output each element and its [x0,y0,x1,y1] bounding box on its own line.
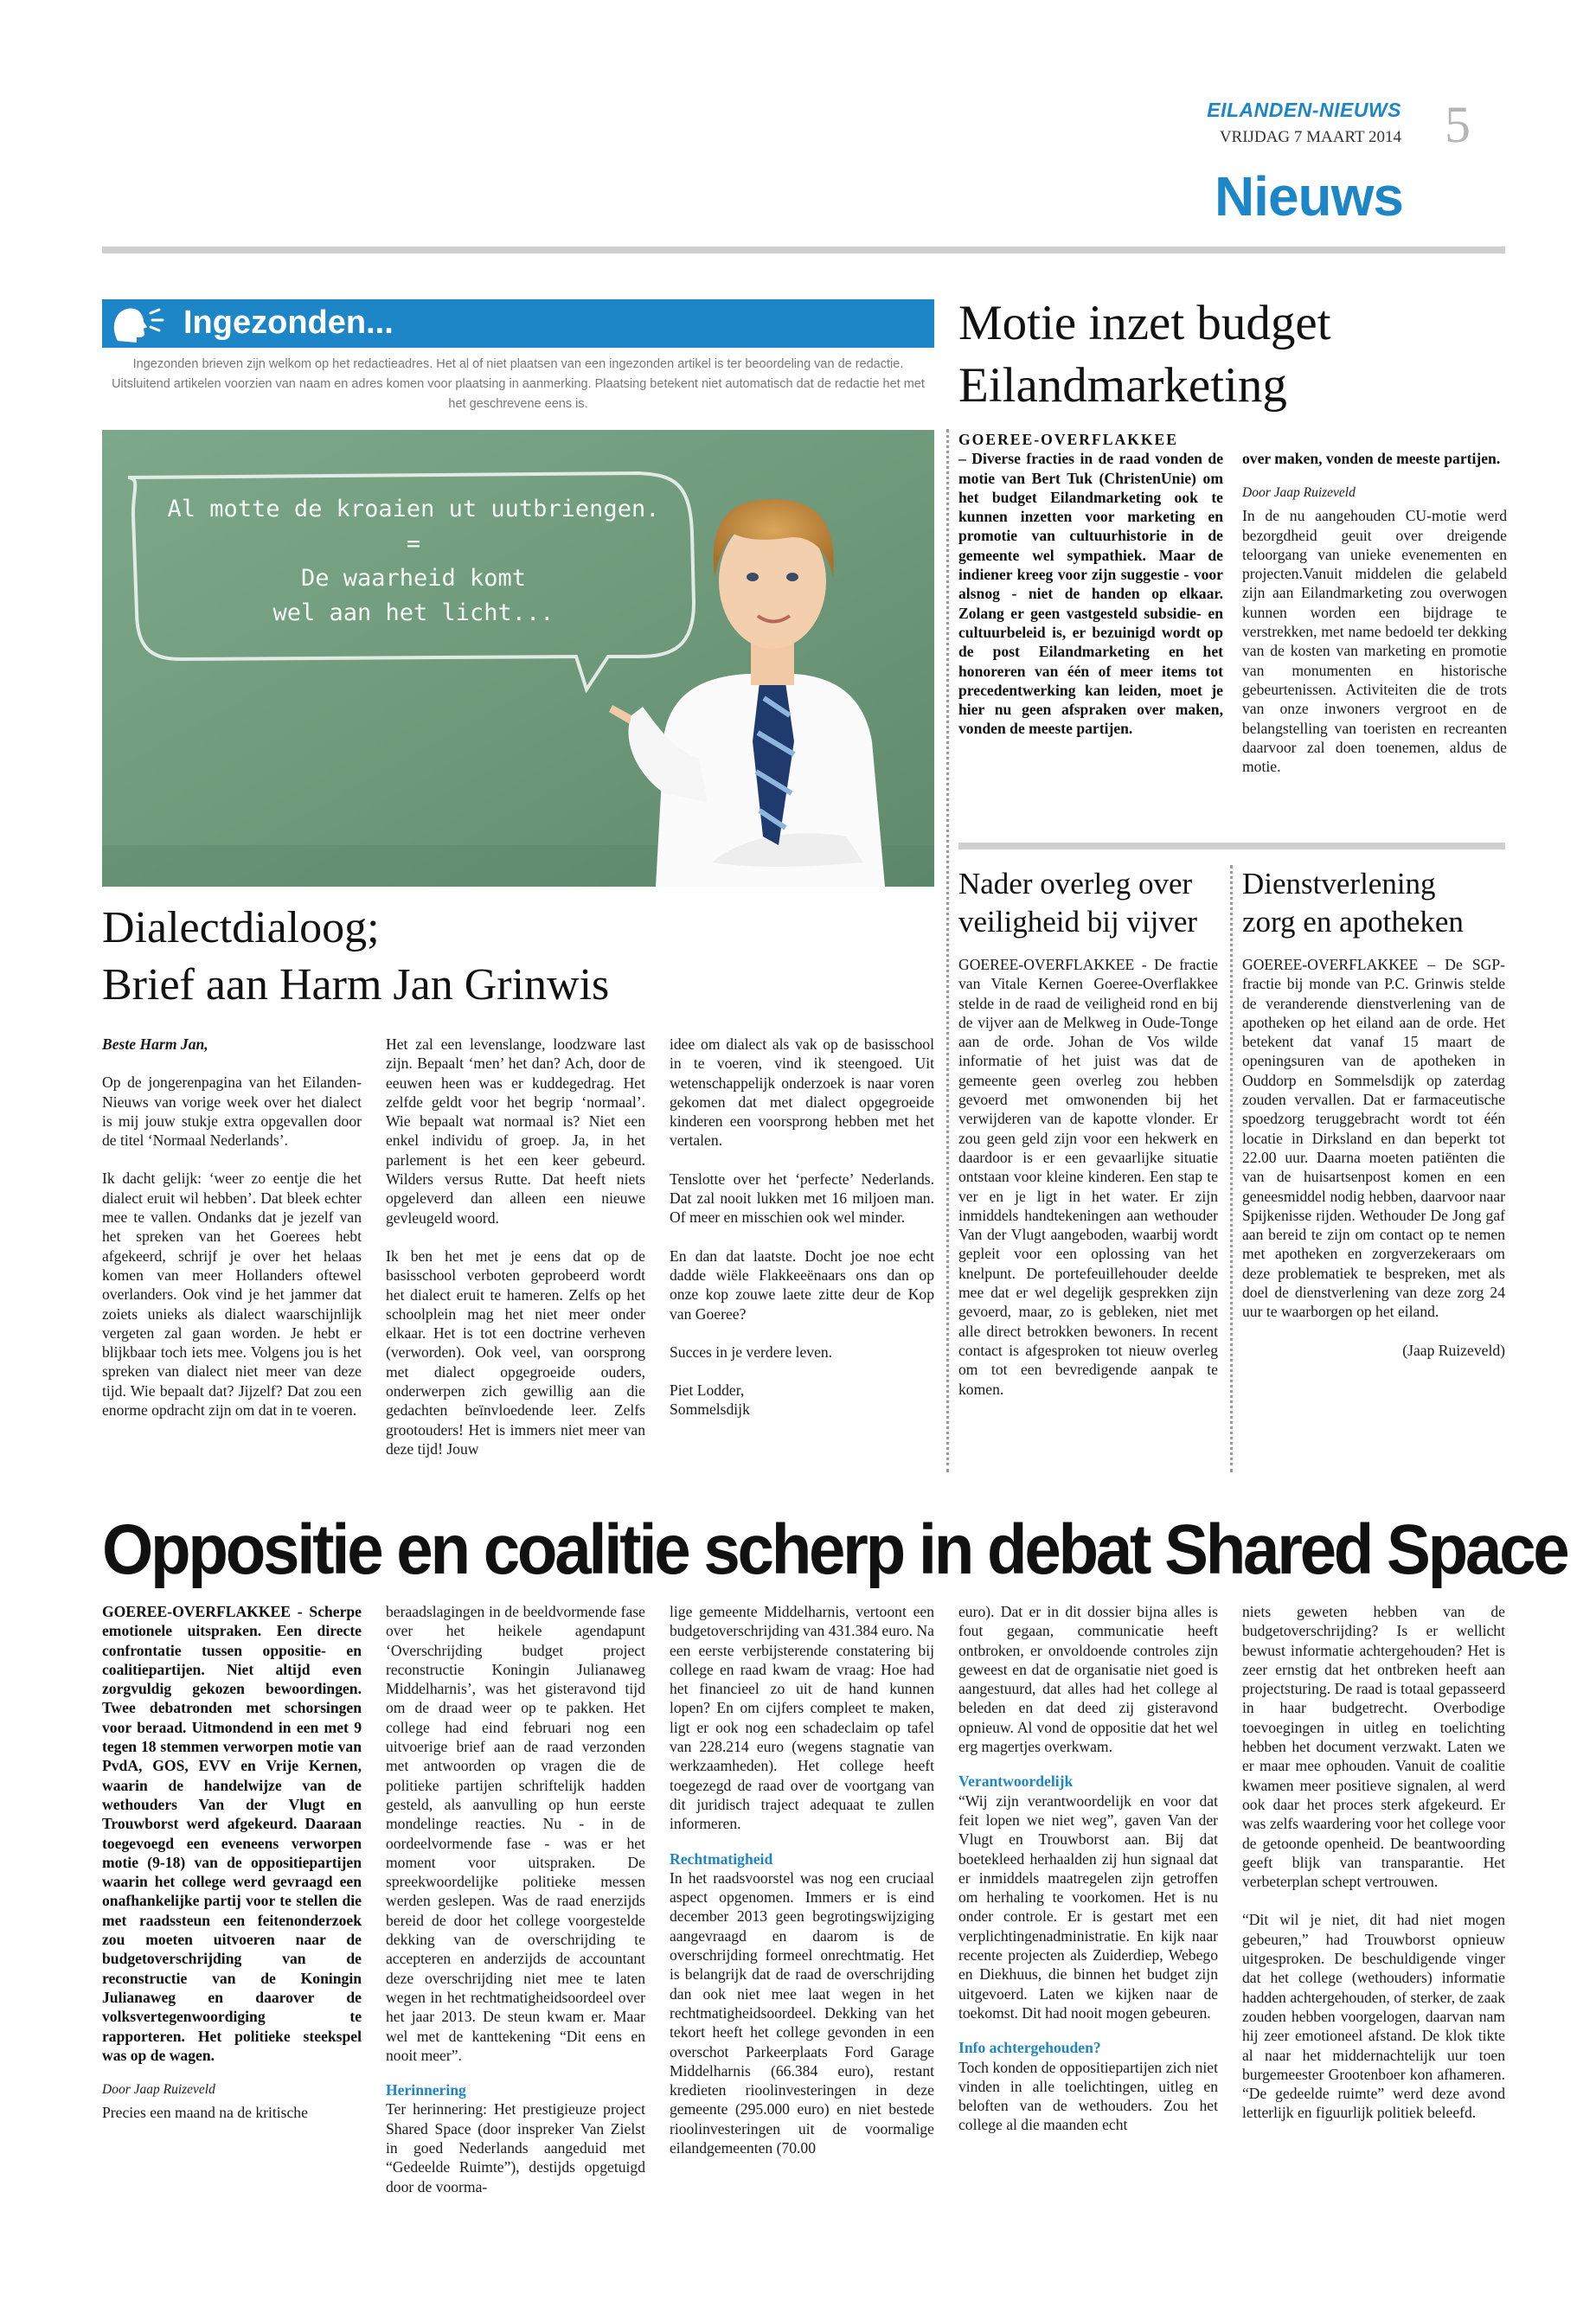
shared-space-column-4 [958,1602,1218,2154]
dialect-paragraph: Tenslotte over het ‘perfecte’ Nederlands. Dat zal nooit lukken met 16 miljoen man. Of meer en misschien ook wel minder. [670,1170,934,1227]
chalk-text-line3: wel aan het licht... [272,599,554,626]
apotheken-headline [1242,865,1510,941]
top-divider [102,247,1505,253]
page-date: VRIJDAG 7 MAART 2014 [1219,128,1401,146]
subheading-herinnering: Herinnering [386,2081,466,2099]
dialect-paragraph: Op de jongerenpagina van het Eilanden-Nieuws van vorige week over het dialect is mij jouw stukje extra opgevallen door de titel ‘Normaal Nederlands’. [102,1074,362,1150]
shared-space-column-5 [1242,1602,1505,2142]
column-separator [946,429,949,1472]
chalk-text-line1: Al motte de kroaien ut uutbriengen. [167,496,660,522]
vijver-headline-line1: Nader overleg over [958,867,1193,901]
shared-space-paragraph: Ter herinnering: Het prestigieuze project Shared Space (door inspreker Van Zielst in goed Nederlands aangeduid met “Gedeelde Ruimte”), destijds opgetuigd door de voorma- [386,2100,645,2195]
motie-lead-tail: over maken, vonden de meeste partijen. [1242,449,1501,467]
dialect-paragraph: Ik ben het met je eens dat op de basisschool verboten geprobeerd wordt het dialect eruit te hameren. Zelfs op het schoolplein mag het niet meer onder elkaar. Het is tot een doctrine verheven (verworden). Ook veel, van oorsprong met dialect opgegroeide ouders, onderwerpen zich gewillig aan die gedachten beïnvloedende leer. Zelfs grootouders! Het is immers niet meer van deze tijd! Jouw [386,1247,645,1458]
motie-column-1 [958,430,1223,824]
dialect-signature-name: Piet Lodder, [670,1381,745,1400]
vijver-body: GOEREE-OVERFLAKKEE - De fractie van Vitale Kernen Goeree-Overflakkee stelde in de raad de veiligheid rond en bij de vijver aan de Melkweg in Oude-Tonge aan de orde. Johan de Vos wilde informatie of het juist was dat de gemeente geen overleg zou hebben gevoerd met omwonenden bij het verwijderen van de kapotte vlonder. Er zou geen geld zijn voor een hekwerk en daardoor is er een gevaarlijke situatie ontstaan voor kleine kinderen. Een stap te ver en je ligt in het water. Er zijn inmiddels handtekeningen aan wethouder Van der Vlugt aangeboden, waarbij wordt gepleit voor een oplossing van het knelpunt. De portefeuillehouder deelde mee dat er wel degelijk gesprekken zijn gevoerd, maar, zo is gebleken, niet met alle direct betrokken bewoners. In recent contact is afgesproken tot nieuw overleg om tot een bevredigende aanpak te komen. [958,956,1218,1398]
subheading-rechtmatigheid: Rechtmatigheid [670,1849,773,1868]
vijver-headline-line2: veiligheid bij vijver [958,905,1198,939]
ingezonden-title: Ingezonden... [183,304,394,341]
dialect-headline-line2: Brief aan Harm Jan Grinwis [102,960,610,1009]
dialect-signature-place: Sommelsdijk [670,1400,750,1419]
shared-space-column-1 [102,1602,362,2123]
dialect-salutation: Beste Harm Jan, [102,1035,208,1053]
shared-space-byline: Door Jaap Ruizeveld [102,2082,215,2098]
chalkboard-photo [102,430,934,887]
ingezonden-notice: Ingezonden brieven zijn welkom op het redactieadres. Het al of niet plaatsen van een ingezonden artikel is ter beoordeling van de redactie. Uitsluitend artikelen voorzien van naam en adres komen voor plaatsing in aanmerking. Plaatsing betekent niet automatisch dat de redactie het met het geschrevene eens is. [112,357,925,411]
masthead: EILANDEN-NIEUWS [1207,99,1401,121]
dialect-paragraph: Het zal een levenslange, loodzware last zijn. Bepaalt ‘men’ het dan? Ach, door de eeuwen heen was er kuddegedrag. Het zelfde geldt voor het begrip ‘normaal’. Wie bepaalt wat normaal is? Niet een enkel individu of groep. Ja, in het parlement is het een keer gebeurd. Wilders versus Rutte. Dat heeft niets opgeleverd dan alleen een nieuwe gevleugeld woord. [386,1035,645,1227]
shared-space-column-2 [386,1602,645,2215]
vijver-column [958,955,1218,1418]
apotheken-column [1242,955,1505,1360]
motie-dateline: GOEREE-OVERFLAKKEE [958,431,1178,448]
motie-headline [958,292,1512,417]
subheading-info-achtergehouden: Info achtergehouden? [958,2039,1101,2057]
apotheken-headline-line1: Dienstverlening [1242,867,1436,901]
dialect-paragraph: Ik dacht gelijk: ‘weer zo eentje die het dialect eruit wil hebben’. Dat bleek echter mee te vallen. Ondanks dat je jezelf van het spreken van het Goerees hebt afgekeerd, schrijf je over het helaas komen van meer Hollanders oftewel overlanders. Ook vind je het jammer dat zoiets unieks als dialect waarschijnlijk vergeten zal gaan worden. Je hebt er blijkbaar toch iets mee. Volgens jou is het spreken van dialect niet meer van deze tijd. Wie bepaalt dat? Jijzelf? Dat zou een enorme opdracht zijn om dat in te voeren. [102,1170,362,1420]
motie-lead: – Diverse fracties in de raad vonden de motie van Bert Tuk (ChristenUnie) om het budget Eilandmarketing ook te kunnen inzetten voor marketing en promotie van cultuurhistorie in de gemeente wel sympathiek. Maar de indiener kreeg voor zijn suggestie - voor alsnog - niet de handen op elkaar. Zolang er geen vastgesteld subsidie- en cultuurbeleid is, er bezuinigd wordt op de post Eilandmarketing en het honoreren van één of meer items tot precedentwerking kan leiden, moet je hier nu geen afspraken over maken, vonden de meeste partijen. [958,450,1223,738]
dialect-column-3 [670,1035,934,1420]
page-number: 5 [1445,96,1471,153]
section-title: Nieuws [1214,165,1403,228]
subheading-verantwoordelijk: Verantwoordelijk [958,1772,1074,1791]
motie-column-2 [1242,430,1507,795]
shared-space-paragraph: “Wij zijn verantwoordelijk en voor dat feit lopen we niet weg”, gaven Van der Vlugt en Trouwborst aan. Bij dat boetekleed herhaalden zij hun signaal dat er inmiddels maatregelen zijn getroffen om herhaling te voorkomen. Het is nu onder controle. Er is gestart met een verplichtingenadministratie. En kijk naar recente projecten als Zuiderdiep, Webego en Diekhuus, die binnen het budget zijn uitgevoerd. Laten we kijken naar de toekomst. Dit had nooit mogen gebeuren. [958,1791,1218,2022]
section-divider [958,843,1505,849]
motie-headline-line2: Eilandmarketing [958,358,1287,413]
motie-headline-line1: Motie inzet budget [958,296,1331,350]
shared-space-paragraph: Precies een maand na de kritische [102,2104,308,2122]
speaking-head-icon [106,301,175,346]
dialect-paragraph: En dan dat laatste. Docht joe noe echt dadde wiële Flakkeeënaars ons dan op onze kop zouwe laete zitte deur de Kop van Goeree? [670,1247,934,1323]
shared-space-column-3 [670,1602,934,2176]
dialect-headline [102,900,934,1014]
shared-space-paragraph: Toch konden de oppositiepartijen zich niet vinden in alle toelichtingen, uitleg en beloften van de wethouders. Zou het college al die maanden echt [958,2058,1218,2134]
shared-space-paragraph: euro). Dat er in dit dossier bijna alles is fout gegaan, communicatie heeft ontbroken, er onvoldoende controles zijn geweest en dat de organisatie niet goed is aangestuurd, dat alles had het college al beleden en dat deed zij gisteravond opnieuw. Al vond de oppositie dat het wel erg magertjes overkwam. [958,1603,1218,1756]
shared-space-headline: Oppositie en coalitie scherp in debat Shared Space [102,1510,1567,1589]
dialect-paragraph: Succes in je verdere leven. [670,1343,833,1361]
apotheken-signature: (Jaap Ruizeveld) [1402,1341,1505,1359]
motie-body: In de nu aangehouden CU-motie werd bezorgdheid geuit over dreigende teloorgang van unieke evenementen en projecten.Vanuit middelen die gelabeld zijn aan Eilandmarketing zou overwogen kunnen worden een bijdrage te verstrekken, met name bedoeld ter dekking van de kosten van marketing en promotie van monumenten en historische gebeurtenissen. Activiteiten die de trots van onze inwoners vergroot en de belangstelling van toeristen en recreanten daarvoor zal doen toenemen, aldus de motie. [1242,507,1507,776]
column-separator [1230,865,1233,1472]
dialect-column-1 [102,1035,362,1439]
motie-byline: Door Jaap Ruizeveld [1242,485,1356,500]
apotheken-headline-line2: zorg en apotheken [1242,905,1464,939]
shared-space-paragraph: lige gemeente Middelharnis, vertoont een budgetoverschrijding van 431.384 euro. Na een eerste verbijsterende constatering bij college en raad kwam de vraag: Hoe had het financieel zo uit de hand kunnen lopen? En om cijfers compleet te maken, ligt er ook nog een schadeclaim op tafel van 228.214 euro (wegens stagnatie van werkzaamheden). Het college heeft toegezegd de raad over de voortgang van dit juridisch traject adequaat te zullen informeren. [670,1603,934,1833]
shared-space-lead: GOEREE-OVERFLAKKEE - Scherpe emotionele uitspraken. Een directe confrontatie tussen oppositie- en coalitiepartijen. Niet altijd even zorgvuldig gekozen bewoordingen. Twee debatronden met schorsingen voor beraad. Uitmondend in een met 9 tegen 18 stemmen verworpen motie van PvdA, GOS, EVV en Vrije Kernen, waarin de handelwijze van de wethouders Van der Vlugt en Trouwborst werd afgekeurd. Daaraan toegevoegd een eveneens verworpen motie (9-18) van de oppositiepartijen waarin het college werd gevraagd een onafhankelijke partij voor te stellen die met raadssteun een feitenonderzoek zou moeten uitvoeren naar de budgetoverschrijding van de reconstructie van de Koningin Julianaweg en daarover de volksvertegenwoordiging te rapporteren. Het politieke steekspel was op de wagen. [102,1603,362,2064]
dialect-headline-line1: Dialectdialoog; [102,903,380,952]
chalk-text-line2: De waarheid komt [300,565,527,592]
dialect-column-2 [386,1035,645,1477]
chalk-text-equals: = [406,530,421,557]
vijver-headline [958,865,1227,941]
dialect-paragraph: idee om dialect als vak op de basisschool in te voeren, vind ik steengoed. Uit wetenschappelijk onderzoek is naar voren gekomen dat met dialect opgegroeide kinderen een voorsprong hebben met het vertalen. [670,1035,934,1150]
apotheken-body: GOEREE-OVERFLAKKEE – De SGP-fractie bij monde van P.C. Grinwis stelde de veranderende dienstverlening van de apotheken op het eiland aan de orde. Het betekent dat vanaf 15 maart de openingsuren van de apotheken in Ouddorp en Sommelsdijk op zaterdag zouden vervallen. Dat er farmaceutische spoedzorg teruggebracht wordt tot één locatie in Dirksland en dan beperkt tot 22.00 uur. Daarna moeten patiënten die van de huisartsenpost komen en een geneesmiddel nodig hebben, daarvoor naar Spijkenisse rijden. Wethouder De Jong gaf aan bereid te zijn om contact op te nemen met apotheken en zorgverzekeraars om deze problematiek te bespreken, met als doel de dienstverlening van deze zorg 24 uur te waarborgen op het eiland. [1242,956,1505,1321]
shared-space-paragraph: niets geweten hebben van de budgetoverschrijding? Is er wellicht bewust informatie achtergehouden? Het is zeer ernstig dat het ontbreken heeft aan projectsturing. De raad is totaal gepasseerd in haar budgetrecht. Overbodige toevoegingen in uitleg en toelichting hebben het document verzwakt. Laten we er maar mee ophouden. Vanuit de coalitie kwamen meer positieve signalen, al werd ook daar het proces sterk afgekeurd. Er was zelfs waardering voor het college voor de getoonde openheid. De beantwoording geeft blijk van transparantie. Het verbeterplan schept vertrouwen. [1242,1603,1505,1891]
shared-space-paragraph: “Dit wil je niet, dit had niet mogen gebeuren,” had Trouwborst opnieuw uitgesproken. De beschuldigende vinger dat het college (wethouders) informatie hadden achtergehouden, of sterker, de zaak zouden hebben voorgelogen, daarvan nam hij zeer emotioneel afstand. De klok tikte al naar het middernachtelijk uur toen burgemeester Grootenboer kon afhameren. “De gedeelde ruimte” werd deze avond letterlijk en figuurlijk politiek beleefd. [1242,1911,1505,2122]
shared-space-paragraph: In het raadsvoorstel was nog een cruciaal aspect opgenomen. Immers er is eind december 2013 geen begrotingswijziging aangevraagd en daarom is de overschrijding formeel onrechtmatig. Het is belangrijk dat de raad de overschrijding dan ook niet mee laat wegen in het rechtmatigheidsoordeel. Dekking van het tekort heeft het college gevonden in een overschot Parkeerplaats Ford Garage Middelharnis (66.384 euro), restant kredieten rioolinvesteringen in deze gemeente (295.000 euro) en niet bestede rioolinvesteringen uit de voormalige eilandgemeenten (70.00 [670,1868,934,2157]
shared-space-paragraph: beraadslagingen in de beeldvormende fase over het heikele agendapunt ‘Overschrijding budget project reconstructie Koningin Julianaweg Middelharnis’, was het gisteravond tijd om de draad weer op te pakken. Het college had eind februari nog een uitvoerige brief aan de raad verzonden met antwoorden op vragen die de politieke partijen schriftelijk hadden gesteld, als aanvulling op hun eerste mondelinge reacties. Nu - in de oordeelvormende fase - was er het moment voor uitspraken. De spreekwoordelijke politieke messen werden geslepen. Was de raad enerzijds bereid de door het college voorgestelde dekking van de overschrijding te accepteren en anderzijds de accountant deze overschrijding niet mee te laten wegen in het rechtmatigheidsoordeel over het jaar 2013. De steun kwam er. Maar wel met de kanttekening “Dit eens en nooit meer”. [386,1603,645,2064]
